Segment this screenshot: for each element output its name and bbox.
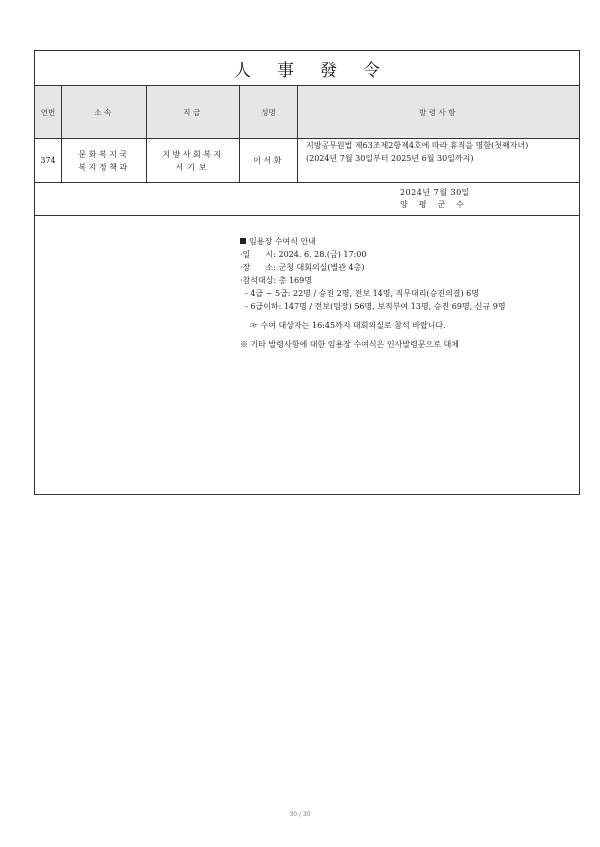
row-rank [147, 139, 240, 182]
notice-arrival: ☞ 수여 대상자는 16:45까지 대회의실로 참석 바랍니다. [250, 321, 446, 330]
header-rank: 직급 [147, 86, 240, 138]
rank-line-2: 서기보 [175, 162, 211, 172]
issuer-name: 양평군수 [400, 200, 475, 209]
notice-detail-1: - 4급 ~ 5급: 22명 / 승진 2명, 전보 14명, 직무대리(승진의결) 6명 [240, 289, 480, 298]
square-bullet-icon [240, 238, 246, 244]
row-department [62, 139, 147, 182]
ceremony-notice [240, 235, 506, 351]
header-name: 성명 [240, 86, 298, 138]
page-number: 30 / 30 [289, 811, 311, 818]
notice-heading: 임용장 수여식 안내 [249, 237, 316, 246]
issue-date: 2024년 7월 30일 [400, 188, 470, 197]
header-order-details: 발령사항 [419, 107, 458, 117]
order-line-1: 지방공무원법 제63조제2항제4호에 따라 휴직을 명함(첫째자녀) [306, 141, 529, 150]
header-department: 소속 [62, 86, 147, 138]
rank-line-1: 지방사회복지 [162, 149, 224, 159]
table-row [35, 139, 579, 183]
row-name: 이서화 [240, 139, 298, 182]
header-number: 연번 [35, 86, 62, 138]
notice-attendees: ·참석대상: 총 169명 [240, 276, 312, 285]
order-line-2: (2024년 7월 30일부터 2025년 6월 30일까지) [306, 154, 474, 163]
row-number: 374 [35, 139, 62, 182]
notice-etc: ※ 기타 발령사항에 대한 임용장 수여식은 인사발령문으로 대체 [240, 340, 459, 349]
notice-date: ·일 시: 2024. 6. 28.(금) 17:00 [240, 250, 367, 259]
department-line-1: 문화복지국 [78, 149, 130, 159]
notice-heading-line [240, 235, 506, 248]
issue-date-row [35, 183, 579, 216]
table-header-row [35, 86, 579, 139]
notice-place: ·장 소: 군청 대회의실(별관 4층) [240, 263, 365, 272]
notice-detail-2: - 6급이하: 147명 / 전보(팀장) 56명, 보직부여 13명, 승진 69명, 신규 9명 [240, 302, 506, 311]
department-line-2: 복지정책과 [78, 162, 130, 172]
row-order-details [298, 139, 579, 182]
personnel-order-table [34, 50, 580, 495]
document-title: 人事發令 [35, 51, 579, 86]
